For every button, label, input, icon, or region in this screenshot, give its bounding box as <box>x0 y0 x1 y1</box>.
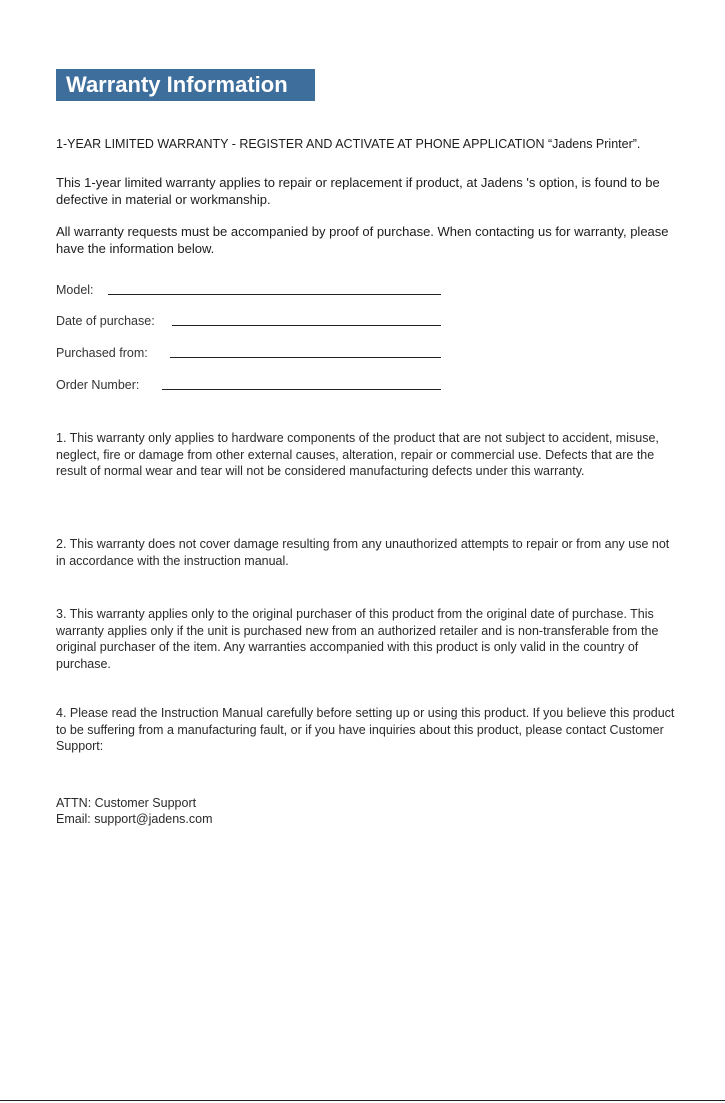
clause-3: 3. This warranty applies only to the original purchaser of this product from the original date of purchase. This warranty applies only if the unit is purchased new from an authorized retailer and is non-transferable from the original purchaser of the item. Any warranties accompanied with this product is only valid in the country of purchase. <box>56 607 659 671</box>
contact-attn: ATTN: Customer Support <box>56 796 197 810</box>
field-model <box>56 283 94 297</box>
field-order-number <box>56 378 139 392</box>
field-date-line <box>172 325 441 326</box>
intro-paragraph-1: This 1-year limited warranty applies to repair or replacement if product, at Jadens 's option, is found to be defective in material or workmanship. <box>56 175 660 207</box>
intro-paragraph-2: All warranty requests must be accompanied by proof of purchase. When contacting us for warranty, please have the information below. <box>56 224 669 256</box>
field-purchased-from-label: Purchased from: <box>56 346 148 360</box>
clause-4: 4. Please read the Instruction Manual carefully before setting up or using this product. If you believe this product to be suffering from a manufacturing fault, or if you have inquiries about this product, please contact Customer Support: <box>56 706 675 753</box>
field-model-line <box>108 294 441 295</box>
field-date-of-purchase <box>56 314 155 328</box>
clause-1: 1. This warranty only applies to hardware components of the product that are not subject to accident, misuse, neglect, fire or damage from other external causes, alteration, repair or commercial use. Defects that are the result of normal wear and tear will not be considered manufacturing defects under this warranty. <box>56 431 659 478</box>
page-title: Warranty Information <box>56 69 315 101</box>
field-purchased-from <box>56 346 148 360</box>
warranty-heading: 1-YEAR LIMITED WARRANTY - REGISTER AND ACTIVATE AT PHONE APPLICATION “Jadens Printer”. <box>56 137 641 151</box>
field-order-number-label: Order Number: <box>56 378 140 392</box>
bottom-divider <box>0 1100 725 1101</box>
contact-email: Email: support@jadens.com <box>56 812 213 826</box>
field-model-label: Model: <box>56 283 94 297</box>
field-order-number-line <box>162 389 441 390</box>
clause-2: 2. This warranty does not cover damage resulting from any unauthorized attempts to repair or from any use not in accordance with the instruction manual. <box>56 537 670 568</box>
field-date-label: Date of purchase: <box>56 314 155 328</box>
field-purchased-from-line <box>170 357 441 358</box>
